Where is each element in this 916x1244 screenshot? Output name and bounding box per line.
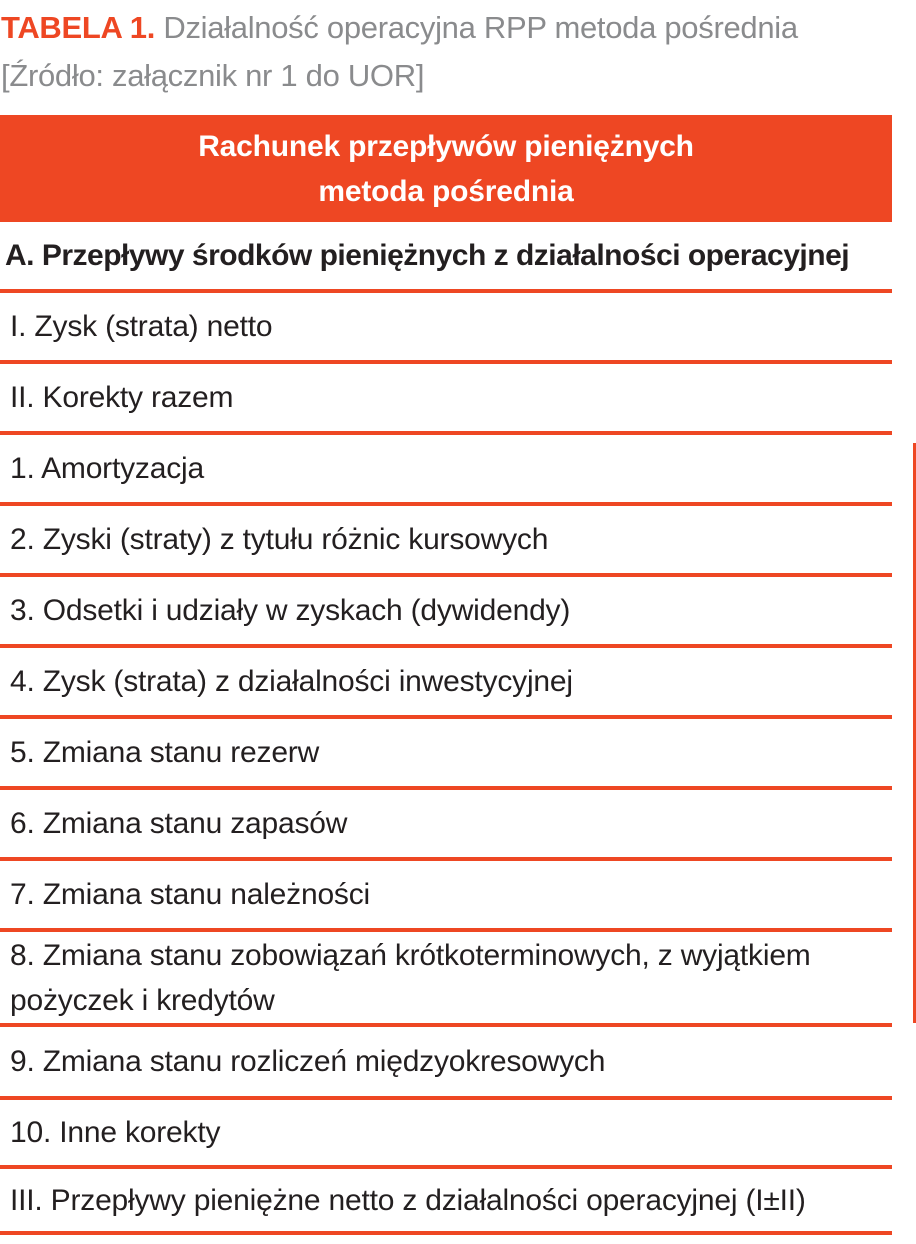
table-row-7 (0, 861, 892, 932)
table-row-6 (0, 790, 892, 861)
caption-line-1 (1, 4, 893, 52)
table-header-line2: metoda pośrednia (318, 174, 574, 208)
row-label: 3. Odsetki i udziały w zyskach (dywidendy) (10, 594, 571, 627)
row-label: III. Przepływy pieniężne netto z działalności operacyjnej (I±II) (10, 1183, 806, 1217)
row-label: I. Zysk (strata) netto (10, 310, 273, 343)
caption-source: [Źródło: załącznik nr 1 do UOR] (1, 58, 425, 93)
table-caption (0, 0, 893, 100)
table-row-4 (0, 648, 892, 719)
table-row-ii (0, 364, 892, 435)
row-label: II. Korekty razem (10, 381, 234, 414)
table-row-2 (0, 506, 892, 577)
row-label: 7. Zmiana stanu należności (10, 878, 371, 911)
row-label: 10. Inne korekty (10, 1116, 221, 1149)
row-label: 1. Amortyzacja (10, 452, 204, 485)
table-row-iii (0, 1169, 892, 1235)
row-label: 8. Zmiana stanu zobowiązań krótkoterminowych, z wyjątkiem pożyczek i kredytów (10, 938, 811, 1017)
row-label: 5. Zmiana stanu rezerw (10, 736, 320, 769)
cash-flow-table (0, 115, 892, 1235)
table-row-5 (0, 719, 892, 790)
table-row-8 (0, 932, 892, 1027)
caption-title: Działalność operacyjna RPP metoda pośrednia (163, 10, 798, 45)
caption-tag: TABELA 1. (1, 10, 156, 45)
table-row-9 (0, 1027, 892, 1100)
table-row-1 (0, 435, 892, 506)
table-row-10 (0, 1100, 892, 1169)
row-label: 2. Zyski (straty) z tytułu różnic kursowych (10, 523, 549, 556)
table-header-band (0, 115, 892, 222)
row-label: 4. Zysk (strata) z działalności inwestycyjnej (10, 665, 573, 698)
table-row-section-a (0, 222, 892, 293)
table-header-line1: Rachunek przepływów pieniężnych (198, 129, 694, 163)
table-row-3 (0, 577, 892, 648)
row-label: 9. Zmiana stanu rozliczeń międzyokresowych (10, 1045, 606, 1078)
table-row-i (0, 293, 892, 364)
row-label: A. Przepływy środków pieniężnych z działalności operacyjnej (5, 239, 850, 272)
row-label: 6. Zmiana stanu zapasów (10, 807, 348, 840)
